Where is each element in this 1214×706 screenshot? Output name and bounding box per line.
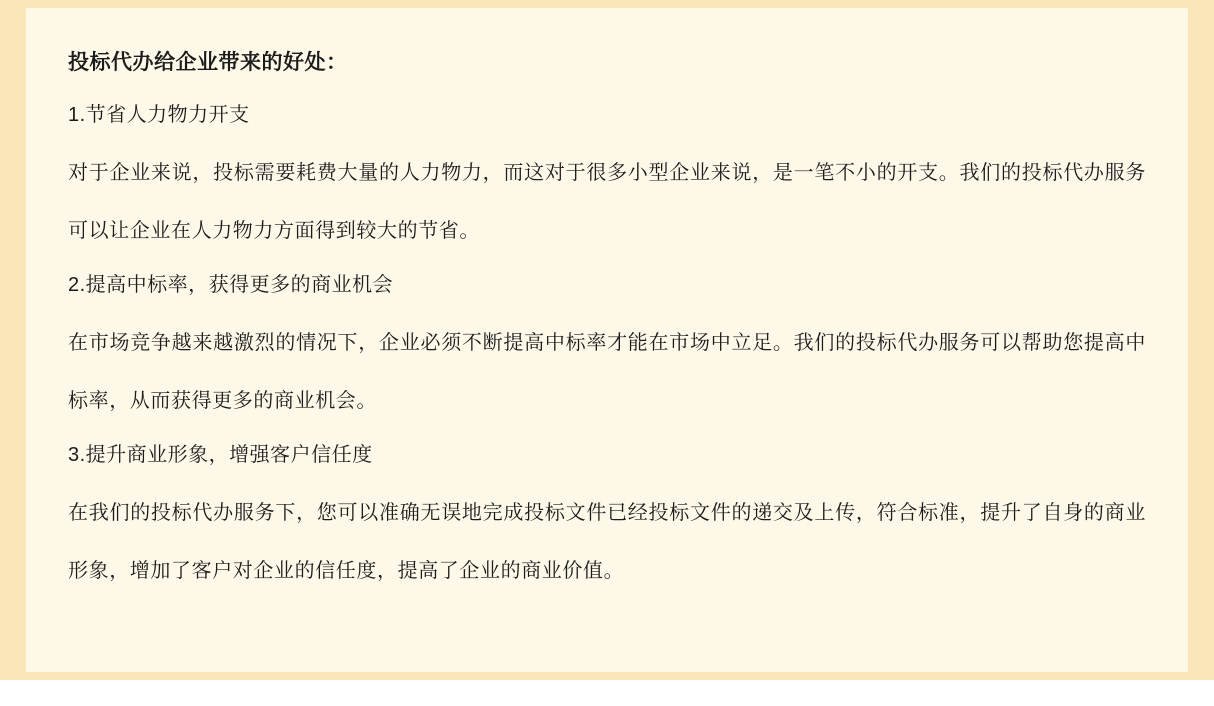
section-3-body: 在我们的投标代办服务下，您可以准确无误地完成投标文件已经投标文件的递交及上传，符合标准，提升了自身的商业形象，增加了客户对企业的信任度，提高了企业的商业价值。 xyxy=(68,502,1146,582)
section-2-body: 在市场竞争越来越激烈的情况下，企业必须不断提高中标率才能在市场中立足。我们的投标代办服务可以帮助您提高中标率，从而获得更多的商业机会。 xyxy=(68,332,1146,412)
section-1-title: 1.节省人力物力开支 xyxy=(68,104,250,126)
article-content xyxy=(68,46,1146,600)
article-card xyxy=(26,8,1188,672)
section-1-body: 对于企业来说，投标需要耗费大量的人力物力，而这对于很多小型企业来说，是一笔不小的开支。我们的投标代办服务可以让企业在人力物力方面得到较大的节省。 xyxy=(68,162,1146,242)
section-2-title: 2.提高中标率，获得更多的商业机会 xyxy=(68,274,394,296)
bottom-strip xyxy=(0,680,1214,706)
page-title: 投标代办给企业带来的好处： xyxy=(68,51,348,74)
section-3-title: 3.提升商业形象，增强客户信任度 xyxy=(68,444,373,466)
